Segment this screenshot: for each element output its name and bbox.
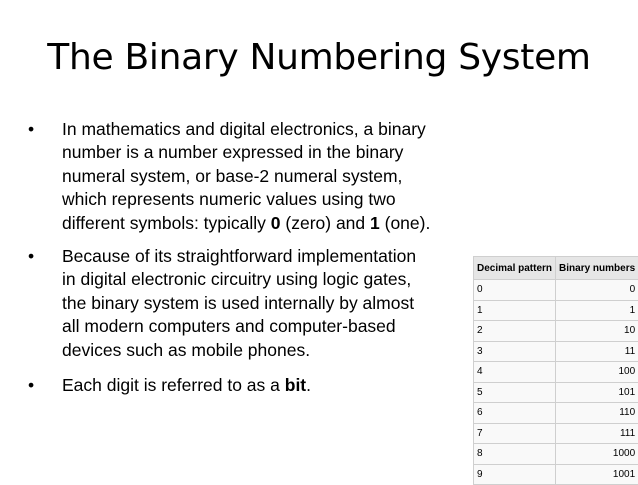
table-row bbox=[474, 280, 638, 301]
table-row bbox=[474, 382, 638, 403]
binary-cell: 0 bbox=[556, 280, 638, 301]
table-row bbox=[474, 444, 638, 465]
bold-term-bit: bit bbox=[285, 375, 306, 395]
bullet-line: number is a number expressed in the binary bbox=[62, 141, 430, 164]
table-row bbox=[474, 300, 638, 321]
table-row bbox=[474, 362, 638, 383]
bullet-line: all modern computers and computer-based bbox=[62, 315, 416, 338]
binary-cell: 1000 bbox=[556, 444, 638, 465]
binary-cell: 111 bbox=[556, 423, 638, 444]
decimal-cell: 8 bbox=[474, 444, 556, 465]
table-row bbox=[474, 321, 638, 342]
binary-cell: 11 bbox=[556, 341, 638, 362]
bullet-line: in digital electronic circuitry using logic gates, bbox=[62, 268, 416, 291]
decimal-cell: 1 bbox=[474, 300, 556, 321]
decimal-cell: 0 bbox=[474, 280, 556, 301]
binary-cell: 10 bbox=[556, 321, 638, 342]
binary-cell: 100 bbox=[556, 362, 638, 383]
bullet-line: In mathematics and digital electronics, a binary bbox=[62, 118, 430, 141]
column-header-binary: Binary numbers bbox=[556, 257, 638, 280]
bold-digit-one: 1 bbox=[370, 213, 380, 233]
table-row bbox=[474, 341, 638, 362]
decimal-cell: 7 bbox=[474, 423, 556, 444]
bullet-line: numeral system, or base-2 numeral system, bbox=[62, 165, 430, 188]
binary-cell: 101 bbox=[556, 382, 638, 403]
table-header-row bbox=[474, 257, 638, 280]
bullet-line: the binary system is used internally by almost bbox=[62, 292, 416, 315]
bullet-dot-icon: • bbox=[28, 245, 34, 268]
binary-cell: 1001 bbox=[556, 464, 638, 485]
decimal-cell: 6 bbox=[474, 403, 556, 424]
bullet-line: devices such as mobile phones. bbox=[62, 339, 416, 362]
decimal-cell: 3 bbox=[474, 341, 556, 362]
column-header-decimal: Decimal pattern bbox=[474, 257, 556, 280]
binary-cell: 1 bbox=[556, 300, 638, 321]
slide-title: The Binary Numbering System bbox=[0, 34, 638, 82]
bullet-line: Because of its straightforward implementation bbox=[62, 245, 416, 268]
decimal-cell: 5 bbox=[474, 382, 556, 403]
bullet-dot-icon: • bbox=[28, 374, 34, 397]
decimal-cell: 9 bbox=[474, 464, 556, 485]
binary-cell: 110 bbox=[556, 403, 638, 424]
table-row bbox=[474, 423, 638, 444]
bullet-line: different symbols: typically 0 (zero) and 1 (one). bbox=[62, 212, 430, 235]
decimal-cell: 4 bbox=[474, 362, 556, 383]
bullet-line: which represents numeric values using two bbox=[62, 188, 430, 211]
table-row bbox=[474, 403, 638, 424]
decimal-binary-table bbox=[473, 256, 638, 485]
table-row bbox=[474, 464, 638, 485]
bullet-dot-icon: • bbox=[28, 118, 34, 141]
bold-digit-zero: 0 bbox=[271, 213, 281, 233]
bullet-line: Each digit is referred to as a bit. bbox=[62, 374, 311, 397]
decimal-cell: 2 bbox=[474, 321, 556, 342]
